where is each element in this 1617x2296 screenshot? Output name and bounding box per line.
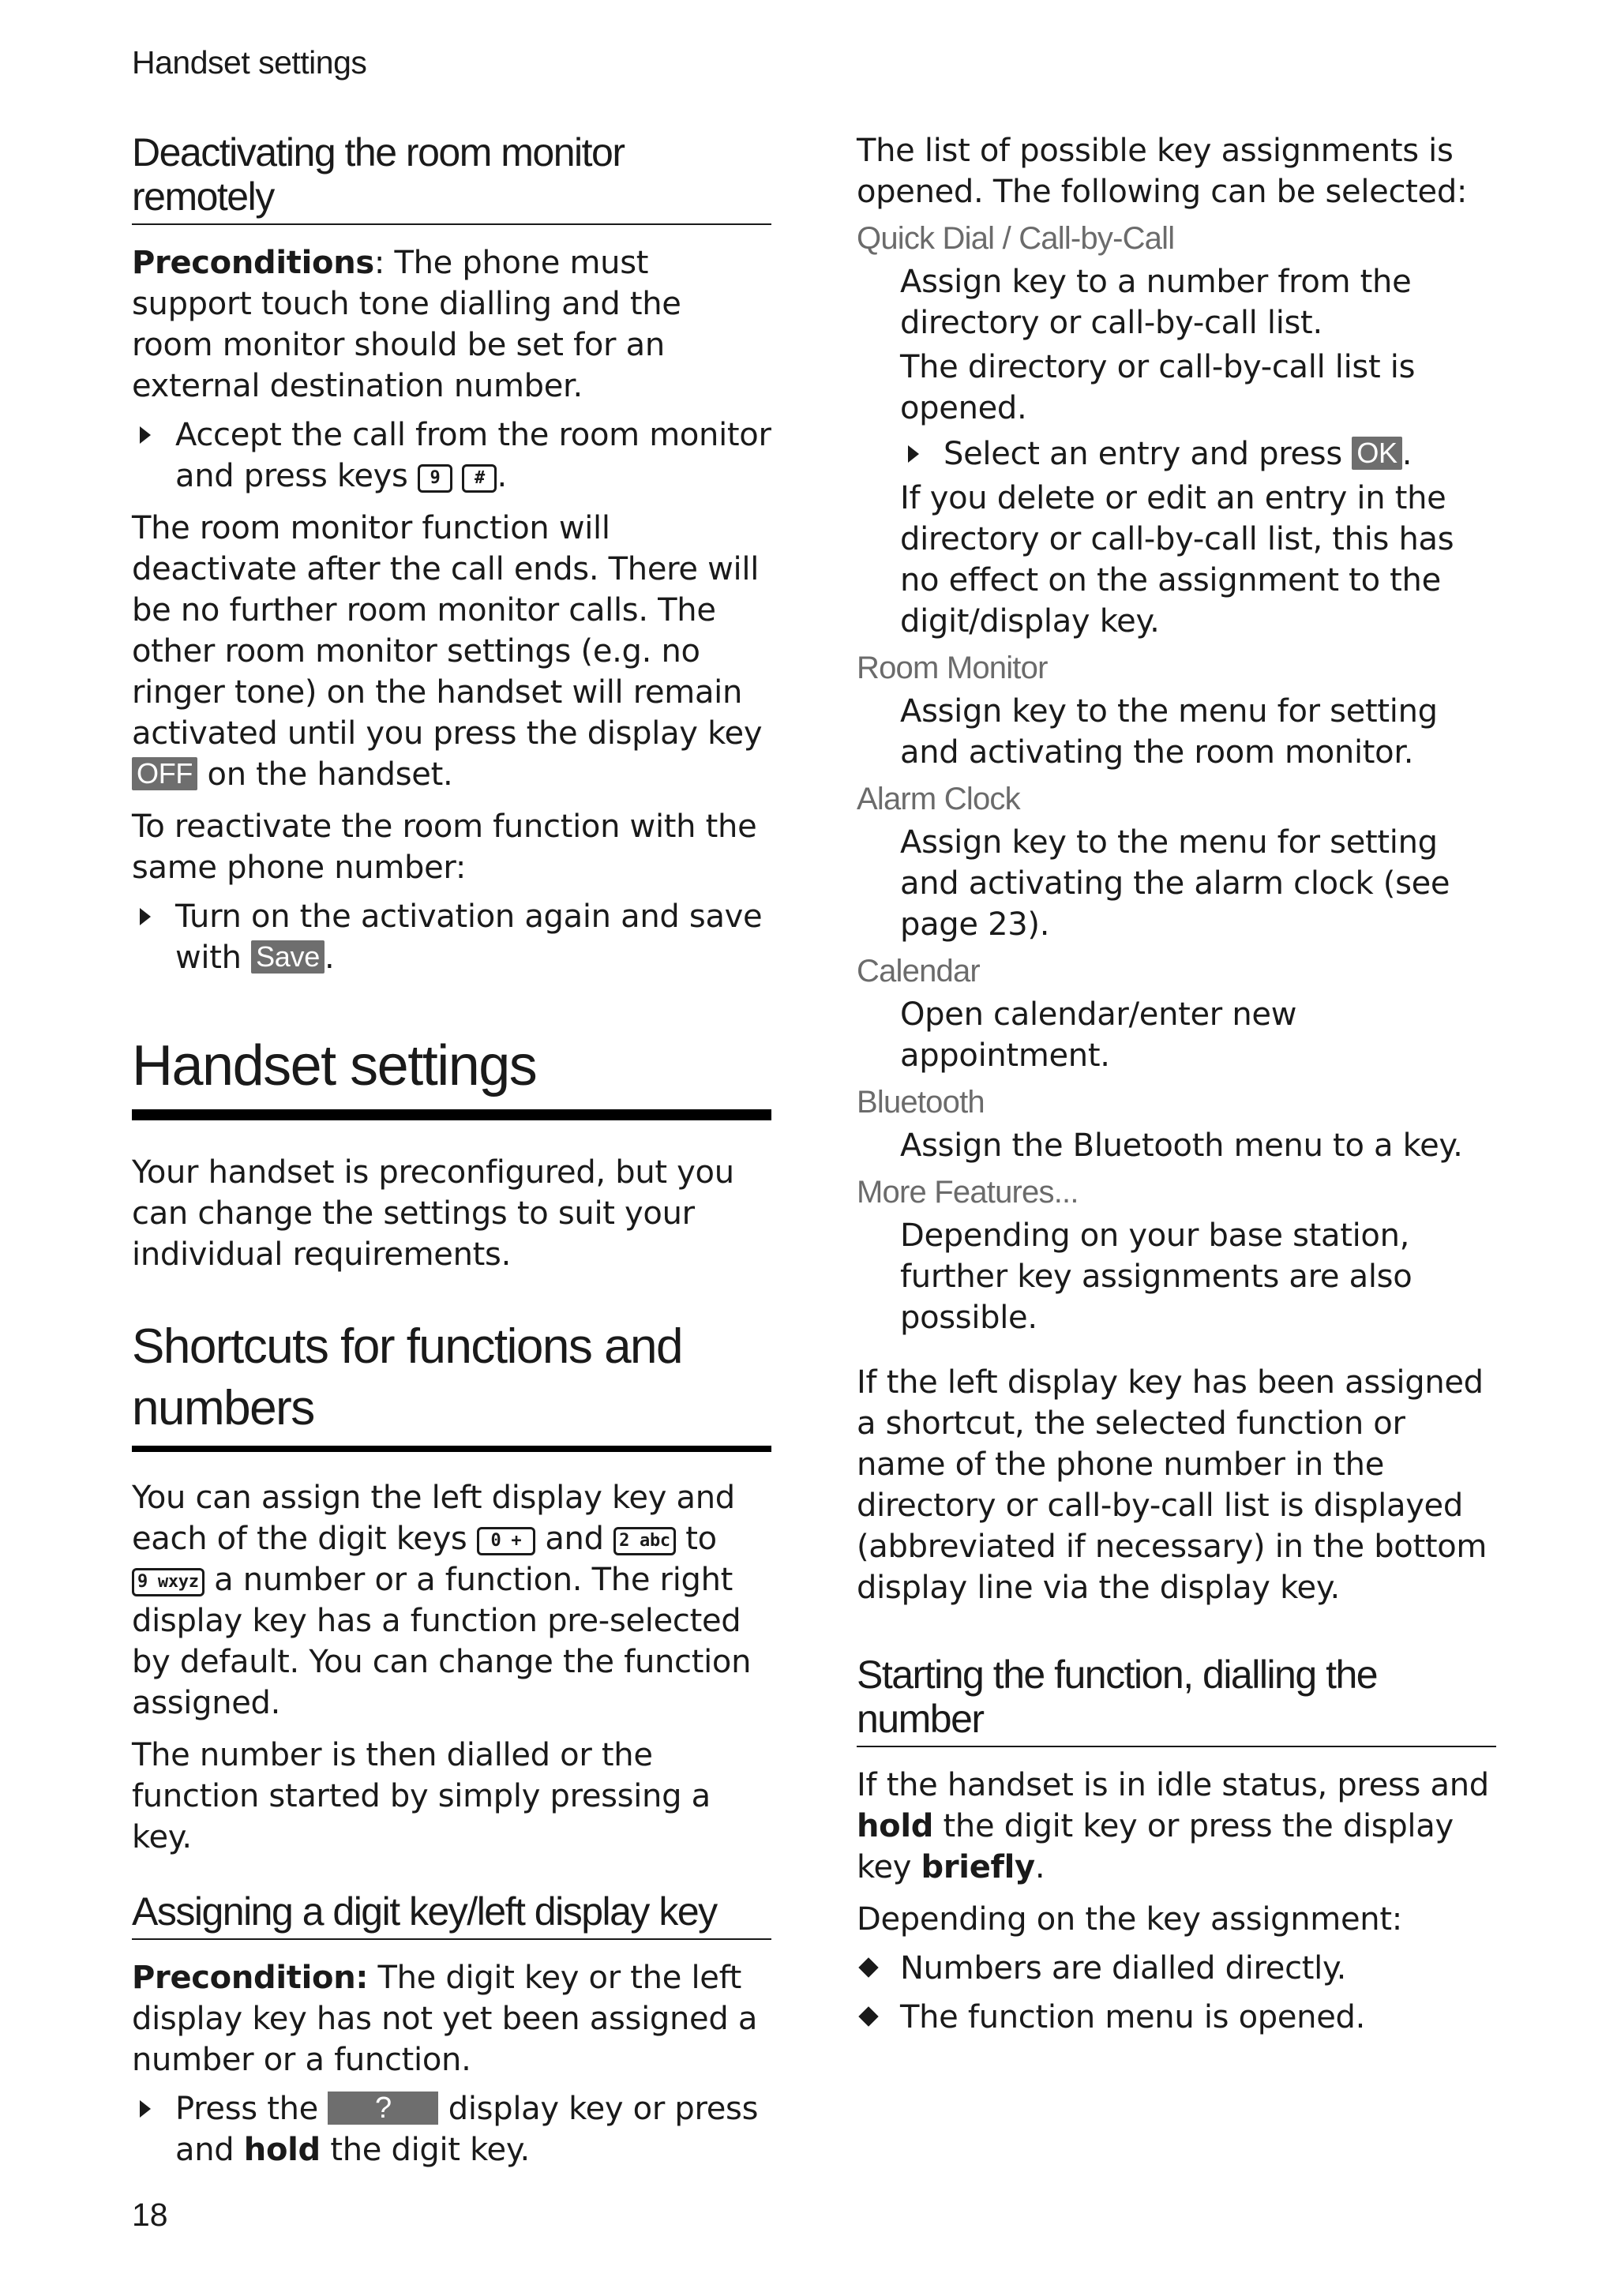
option-text: Open calendar/enter new appointment. bbox=[900, 996, 1297, 1074]
precondition-text: The digit key or the left display key has not yet been assigned a number or a function. bbox=[132, 1960, 758, 2078]
step-turn-on bbox=[132, 896, 771, 978]
option-alarm-clock: Alarm Clock bbox=[857, 782, 1020, 816]
option-text: Depending on your base station, further key assignments are also possible. bbox=[900, 1217, 1413, 1336]
option-text: Assign key to the menu for setting and activating the room monitor. bbox=[900, 693, 1438, 771]
starting-bold-briefly: briefly bbox=[921, 1849, 1035, 1885]
starting-text: If the handset is in idle status, press and bbox=[857, 1767, 1489, 1803]
bullet-item bbox=[857, 1997, 1496, 2038]
off-softkey: OFF bbox=[132, 757, 197, 790]
step-text: Accept the call from the room monitor and press keys bbox=[175, 417, 771, 494]
option-text: Assign the Bluetooth menu to a key. bbox=[900, 1127, 1463, 1164]
assign-precondition bbox=[132, 1957, 771, 2080]
step-text-end: the digit key. bbox=[330, 2132, 530, 2168]
ok-softkey: OK bbox=[1352, 437, 1401, 470]
question-softkey: ? bbox=[328, 2092, 438, 2125]
section-heading-assigning: Assigning a digit key/left display key bbox=[132, 1889, 771, 1940]
option-text: Assign key to a number from the directory or call-by-call list. bbox=[900, 264, 1412, 341]
save-softkey: Save bbox=[251, 940, 325, 974]
step-text: Select an entry and press bbox=[944, 436, 1342, 472]
bullet-text: The function menu is opened. bbox=[900, 1999, 1366, 2035]
right-column bbox=[857, 130, 1496, 2038]
key-0-icon: 0 + bbox=[477, 1527, 535, 1555]
bullet-item bbox=[857, 1948, 1496, 1989]
option-bluetooth-desc bbox=[857, 1125, 1496, 1166]
option-room-monitor: Room Monitor bbox=[857, 651, 1048, 685]
option-more-features-desc bbox=[857, 1215, 1496, 1338]
handset-intro: Your handset is preconfigured, but you can change the settings to suit your individual requirements. bbox=[132, 1154, 734, 1273]
section-heading-deactivate: Deactivating the room monitor remotely bbox=[132, 130, 771, 225]
step-text: Turn on the activation again and save with bbox=[175, 899, 763, 976]
shortcuts-text-and: and bbox=[545, 1521, 604, 1557]
option-alarm-clock-desc bbox=[857, 822, 1496, 945]
shortcuts-paragraph-2: The number is then dialled or the function started by simply pressing a key. bbox=[132, 1737, 711, 1855]
starting-bold-hold: hold bbox=[857, 1808, 934, 1844]
option-text-2: The directory or call-by-call list is opened. bbox=[900, 349, 1416, 426]
arrow-icon bbox=[140, 908, 151, 925]
key-hash-icon: # bbox=[462, 464, 497, 493]
arrow-icon bbox=[140, 426, 151, 444]
step-end: . bbox=[497, 458, 507, 494]
section-heading-starting: Starting the function, dialling the number bbox=[857, 1653, 1496, 1747]
left-key-paragraph: If the left display key has been assigned a shortcut, the selected function or name of the phone number in the directory or call-by-call list is displayed (abbreviated if necessary) in the bottom display line via the display key. bbox=[857, 1364, 1488, 1606]
option-quick-dial-desc bbox=[857, 261, 1496, 642]
key-9-icon: 9 bbox=[418, 464, 452, 493]
left-column bbox=[132, 130, 771, 2170]
option-calendar: Calendar bbox=[857, 954, 980, 989]
key-2-icon: 2 abc bbox=[613, 1527, 676, 1555]
shortcuts-text: You can assign the left display key and each of the digit keys bbox=[132, 1480, 735, 1557]
starting-text-end: . bbox=[1034, 1849, 1045, 1885]
step-text: Press the bbox=[175, 2091, 318, 2127]
step-select-entry bbox=[900, 433, 1496, 475]
option-quick-dial: Quick Dial / Call-by-Call bbox=[857, 221, 1175, 256]
arrow-icon bbox=[908, 445, 919, 463]
shortcuts-text-to: to bbox=[685, 1521, 717, 1557]
arrow-icon bbox=[140, 2100, 151, 2118]
option-text: Assign key to the menu for setting and activating the alarm clock (see page 23). bbox=[900, 824, 1450, 943]
step-end: . bbox=[324, 940, 335, 976]
option-bluetooth: Bluetooth bbox=[857, 1085, 985, 1120]
deactivate-paragraph bbox=[132, 508, 771, 795]
key-9-wxyz-icon: 9 wxyz bbox=[132, 1568, 204, 1596]
option-text-3: If you delete or edit an entry in the directory or call-by-call list, this has no effect on the assignment to the digit/display key. bbox=[900, 480, 1454, 640]
step-end: . bbox=[1401, 436, 1413, 472]
deactivate-text: The room monitor function will deactivate after the call ends. There will be no further room monitor calls. The other room monitor settings (e.g. no ringer tone) on the handset will remain activated until you press the display key bbox=[132, 510, 763, 752]
step-press-display-key bbox=[132, 2088, 771, 2170]
option-calendar-desc bbox=[857, 994, 1496, 1076]
diamond-bullet-icon bbox=[858, 2006, 878, 2026]
deactivate-text-end: on the handset. bbox=[207, 756, 453, 793]
diamond-bullet-icon bbox=[858, 1957, 878, 1977]
step-accept-call bbox=[132, 415, 771, 497]
shortcuts-text-end: a number or a function. The right display key has a function pre-selected by default. You can change the function assigned. bbox=[132, 1562, 752, 1721]
preconditions-label: Preconditions bbox=[132, 245, 374, 281]
option-more-features: More Features... bbox=[857, 1175, 1079, 1210]
list-intro: The list of possible key assignments is opened. The following can be selected: bbox=[857, 133, 1468, 210]
section-heading-shortcuts: Shortcuts for functions and numbers bbox=[132, 1316, 771, 1452]
bullet-text: Numbers are dialled directly. bbox=[900, 1950, 1347, 1986]
page-number: 18 bbox=[132, 2197, 168, 2233]
option-room-monitor-desc bbox=[857, 691, 1496, 773]
starting-paragraph bbox=[857, 1765, 1496, 1888]
depending-paragraph: Depending on the key assignment: bbox=[857, 1901, 1402, 1938]
preconditions-text: : The phone must support touch tone dialling and the room monitor should be set for an external destination number. bbox=[132, 245, 681, 404]
starting-text-2: the digit key or press the display key bbox=[857, 1808, 1454, 1885]
shortcuts-paragraph bbox=[132, 1477, 771, 1724]
precondition-label: Precondition: bbox=[132, 1960, 369, 1996]
preconditions-paragraph bbox=[132, 242, 771, 407]
step-bold: hold bbox=[243, 2132, 321, 2168]
step-text-2: display key or press and bbox=[175, 2091, 759, 2168]
running-header: Handset settings bbox=[132, 44, 367, 81]
chapter-heading-handset-settings: Handset settings bbox=[132, 1034, 771, 1120]
reactivate-paragraph: To reactivate the room function with the same phone number: bbox=[132, 808, 757, 886]
